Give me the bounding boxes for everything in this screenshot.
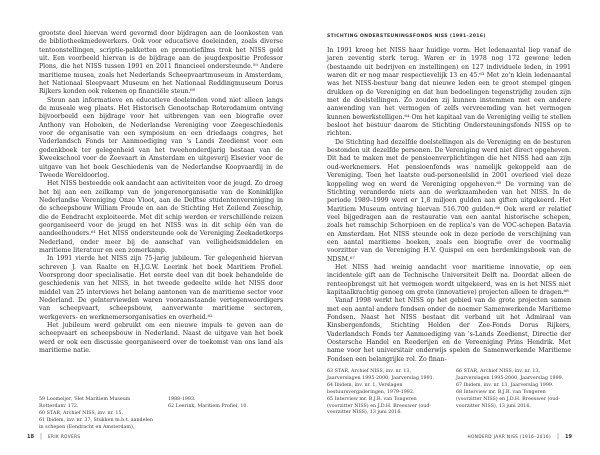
paragraph: De Stichting had dezelfde doelstellingen als de Vereniging en de besturen bestonden uit dezelfde personen. De Vereniging werd niet direct opgeheven. Dit had te maken met de pensioenverplichtingen die het NISS had aan zijn oud-werknemers. Het pensioenfonds was namelijk gekoppeld aan de Vereniging. Toen het laatste oud-personeelslid in 2001 overleed viel deze koppeling weg en werd de Vereniging opgeheven.⁶⁵ De vorming van de Stichting veranderde niets aan de werkzaamheden van het NISS. In de periode 1989–1999 werd er 1,8 miljoen gulden aan giften uitgekeerd. Het Maritiem Museum ontving hiervan 516.700 gulden.⁶⁶ Ook werd er relatief veel bijgedragen aan de restauratie van een aantal historische schepen, zoals het ramschip Schorpioen en de replica's van de VOC-schepen Batavia en Amsterdam. Het NISS steunde ook in deze periode de verschijning van een aantal maritieme boeken, zoals een biografie over de voormalig voorzitter van de Vereniging H.V. Quispel en een herdenkingsboek van de NDSM.⁶⁷ xyxy=(327,138,571,263)
footnote: 64 Ibidem, inv. nr. 1, Verslagen bestuursvergaderingen, 1979-1992. xyxy=(327,382,415,395)
folio-separator: | xyxy=(557,433,560,440)
page-number: 18 xyxy=(27,433,34,440)
footnote-column xyxy=(39,397,154,432)
paragraph: Het NISS besteedde ook aandacht aan activiteiten voor de jeugd. Zo droeg het bij aan een zeilkamp van de jongerenorganisatie van de Koninklijke Nederlandse Vereniging Onze Vloot, aan de Delftse studentenvereniging in de scheepsbouw William Froude en aan de Stichting Het Zeilend Zeeschip, die de Eendracht exploiteerde. Met dit schip werden er verschillende reizen georganiseerd voor de jeugd en het NISS was in dit schip één van de aandeelhouders.⁶¹ Het NISS ondersteunde ook de Vereniging Zeekadetkorps Nederland, onder meer bij de aanschaf van veiligheidsmiddelen en maritieme literatuur en een zomerkamp. xyxy=(39,180,283,254)
left-folio xyxy=(27,433,80,440)
paragraph: grootste deel hiervan werd gevormd door bijdragen aan de loonkosten van de bibliotheekmedewerkers. Ook voor educatieve doeleinden, zoals diverse tentoonstellingen, scriptie-pakketten en promotiefilms trok het NISS geld uit. Een voorbeeld hiervan is de bijdrage aan de jeugdexpositie Professor Plons, die het NISS tussen 1991 en 2011 financieel ondersteunde.⁵⁹ Andere maritieme musea, zoals het Nederlands Scheepvaartmuseum in Amsterdam, het Nationaal Sleepvaart Museum en het Nationaal Reddingmuseum Dorus Rijkers konden ook rekenen op financiële steun.⁶⁰ xyxy=(39,30,283,96)
footnote: 63 STAR, Archief NISS, inv. nr. 13, Jaarverslagen 1995-2000, Jaarverslag 1991. xyxy=(327,369,435,381)
folio-separator: | xyxy=(39,433,42,440)
footnote: 60 STAR, Archief NISS, inv. nr. 15. xyxy=(39,410,123,416)
footnote: 65 Interview mr. B.J.R. van Tongeren (voorzitter NISS) en J.D.H. Breeuwer (oud-voorzitter NISS), 13 juni 2016. xyxy=(327,396,432,416)
right-page xyxy=(300,0,600,455)
right-folio xyxy=(468,433,572,440)
footnote: 59 Loomeijer, 'Het Maritiem Museum Rotterdam' 172. xyxy=(39,397,131,409)
left-body-text xyxy=(39,30,283,355)
page-number: 19 xyxy=(565,433,572,440)
footnote-column xyxy=(456,369,571,417)
left-footnotes xyxy=(39,397,283,432)
book-title: HONDERD JAAR NISS (1916–2016) xyxy=(467,434,551,439)
right-footnotes xyxy=(327,369,571,417)
paragraph: Vanaf 1998 werkt het NISS op het gebied van de grote projecten samen met een aantal andere fondsen onder de noemer Samenwerkende Maritieme Fondsen. Naast het NISS bestaat dit verband uit het Admiraal van Kinsbergenfonds, Stichting Helden der Zee-Fonds Dorus Rijkers, Vaderlandsch Fonds ter Aanmoediging van 's-Lands Zeedienst, Directie der Oostersche Handel en Reederijen en de Vereeniging Prins Hendrik. Met name voor het universitair onderwijs spelen de Samenwerkende Maritieme Fondsen een belangrijke rol. Zo finan- xyxy=(327,297,571,363)
footnote-column xyxy=(168,397,283,432)
paragraph: In 1991 vierde het NISS zijn 75-jarig jubileum. Ter gelegenheid hiervan schreven J. van Raalte en H.J.G.W. Leerink het boek Maritiem Profiel. Voorsprong door specialisatie. Het eerste deel van dit boek behandelde de geschiedenis van het NISS, in het tweede gedeelte wilde het NISS door middel van 25 interviews het belang aantonen van de maritieme sector voor Nederland. De geïnterviewden waren vooraanstaande vertegenwoordigers van scheepvaart, scheepsbouw, aanverwante maritieme sectoren, werkgevers- en werknemersorganisaties en overheid.⁶² xyxy=(39,255,283,321)
footnote: 62 Leerink, Maritiem Profiel, 10. xyxy=(168,403,248,409)
right-body-text xyxy=(327,47,571,364)
footnote: 61 Ibidem, inv. nr. 37, Stukken m.b.t. aandelen in schepen (Eendracht en Amsterdam), xyxy=(39,417,153,430)
footnote-column xyxy=(327,369,442,417)
paragraph: Het jubileum werd gebruikt om een nieuwe impuls te geven aan de scheepvaart en scheepsbouw in Nederland. Naast de uitgave van het boek werd er ook een discussie georganiseerd over de toekomst van ons land als maritieme natie. xyxy=(39,322,283,355)
paragraph: Het NISS had weinig aandacht voor maritieme innovatie, op een incidentele gift aan de Technische Universiteit Delft na. Doordat alleen de renteopbrengst uit het vermogen wordt uitgekeerd, was en is het NISS niet kapitaalkrachtig genoeg om grote (innovatieve) projecten alleen te dragen.⁶⁸ xyxy=(327,263,571,296)
paragraph: Steun aan informatieve en educatieve doeleinden vond niet alleen langs de museale weg plaats. Het Historisch Genootschap Roterodamum ontving bijvoorbeeld een bijdrage voor het uitbrengen van een biografie over Anthony van Hoboken, de Nederlandse Vereniging voor Zeegeschiedenis voor de organisatie van een symposium en een driedaags congres, het Vaderlandsch Fonds ter Aanmoediging van 's Lands Zeedienst voor een gedenkboek ter gelegenheid van het tweehonderdjarig bestaan van de Kweekschool voor de Zeevaart in Amsterdam en uitgeverij Elsevier voor de uitgave van het boek Geschiedenis van de Nederlandse Koopvaardij in de Tweede Wereldoorlog. xyxy=(39,96,283,179)
footnote: 67 Ibidem, inv. nr. 13, Jaarverslag 1999. xyxy=(456,382,554,388)
section-heading: STICHTING ONDERSTEUNINGSFONDS NISS (1991–2016) xyxy=(327,34,486,39)
paragraph: In 1991 kreeg het NISS haar huidige vorm. Het ledenaantal liep vanaf de jaren zeventig sterk terug. Waren er in 1978 nog 172 gewone leden (bestaande uit bedrijven en instellingen) en 127 individuele leden, in 1991 waren dit er nog maar respectievelijk 13 en 45.⁶³ Met zo'n klein ledenaantal was het NISS-bestuur bang dat nieuwe leden een te groot stempel gingen drukken op de Vereniging en dat hun bedoelingen tegenstrijdig zouden zijn met de doelstellingen. Zo zouden zij kunnen instemmen met een andere aanwending van het vermogen of zelfs vervreemding van het vermogen kunnen bewerkstelligen.⁶⁴ Om het kapitaal van de Vereniging veilig te stellen besloot het bestuur daarom de Stichting Ondersteuningsfonds NISS op te richten. xyxy=(327,47,571,138)
footnote: 66 STAR, Archief NISS, inv. nr. 13, Jaarverslagen 1995-2000, Jaarverslag 1999. xyxy=(456,369,564,381)
footnote: 1988-1993. xyxy=(168,397,196,402)
author-name: ERIK ROVERS xyxy=(48,434,81,439)
footnote: 68 Interview mr. B.J.R. van Tongeren (voorzitter NISS) en J.D.H. Breeuwer (oud-voorzitter NISS), 13 juni 2016. xyxy=(456,389,561,409)
